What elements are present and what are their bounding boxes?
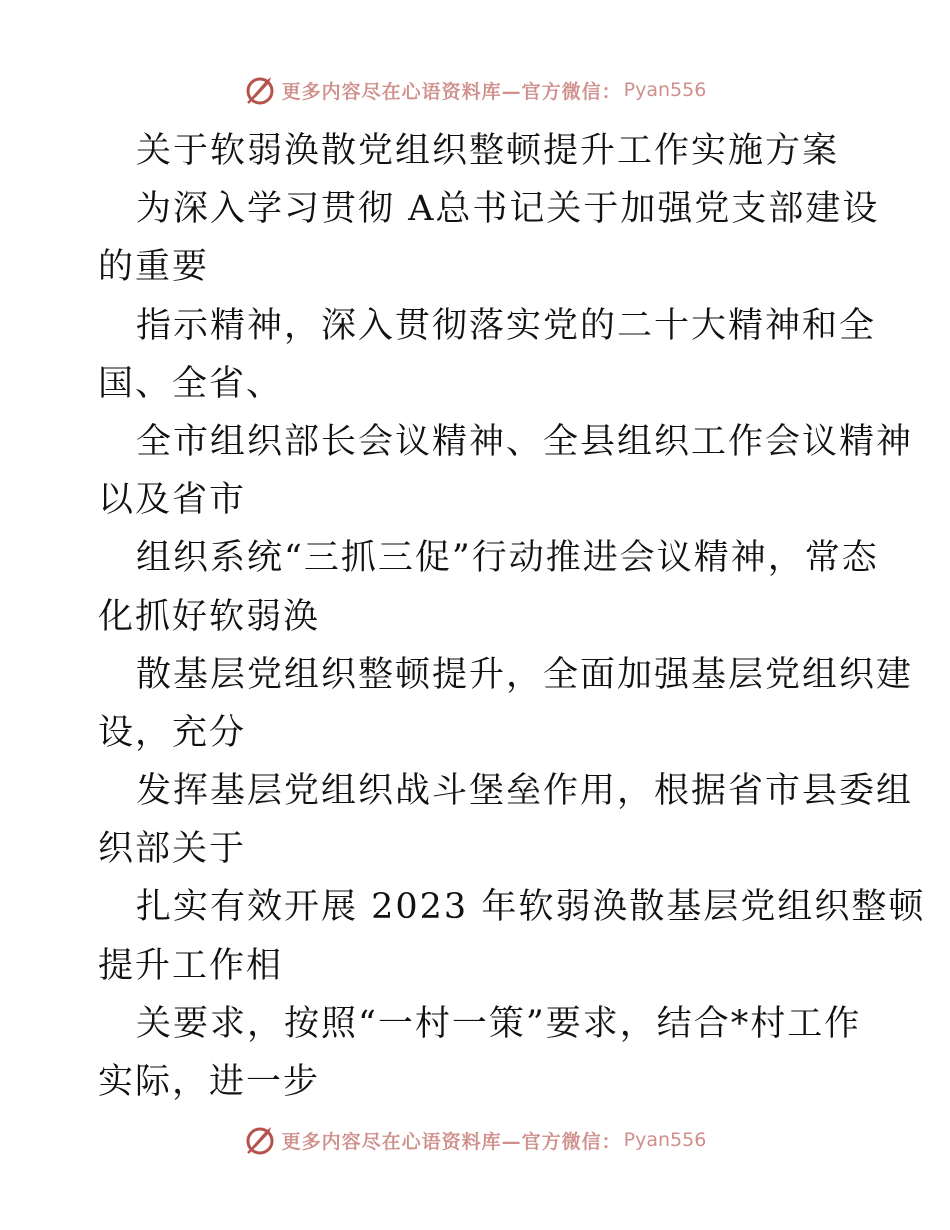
text-line: 化抓好软弱涣 xyxy=(98,596,321,637)
watermark-text: 更多内容尽在心语资料库—官方微信： xyxy=(281,1130,622,1153)
quill-logo-icon xyxy=(244,73,278,107)
text-line: 全市组织部长会议精神、全县组织工作会议精神 xyxy=(136,421,914,462)
text-line: 织部关于 xyxy=(98,829,247,870)
text-line: 设，充分 xyxy=(98,712,247,753)
text-line: 组织系统“三抓三促”行动推进会议精神，常态 xyxy=(136,538,879,579)
text-line: 关要求，按照“一村一策”要求，结合*村工作 xyxy=(136,1003,862,1044)
text-line: 的重要 xyxy=(98,247,210,288)
text-line: 指示精神，深入贯彻落实党的二十大精神和全 xyxy=(136,305,877,346)
document-title: 关于软弱涣散党组织整顿提升工作实施方案 xyxy=(136,131,840,171)
watermark-wechat-id: Pyan556 xyxy=(623,1129,707,1151)
header-watermark-banner xyxy=(0,70,950,110)
quill-logo-icon xyxy=(244,1123,278,1157)
text-line: 提升工作相 xyxy=(98,945,284,986)
text-line: 为深入学习贯彻 A总书记关于加强党支部建设 xyxy=(136,189,880,230)
text-line: 以及省市 xyxy=(98,480,247,521)
watermark-text: 更多内容尽在心语资料库—官方微信： xyxy=(281,80,622,103)
text-line: 国、全省、 xyxy=(98,363,284,404)
text-line: 散基层党组织整顿提升，全面加强基层党组织建 xyxy=(136,654,914,695)
text-line: 实际，进一步 xyxy=(98,1062,321,1102)
text-line: 扎实有效开展 2023 年软弱涣散基层党组织整顿 xyxy=(136,887,926,928)
text-line: 发挥基层党组织战斗堡垒作用，根据省市县委组 xyxy=(136,771,914,812)
footer-watermark-banner xyxy=(0,1120,950,1160)
watermark-wechat-id: Pyan556 xyxy=(623,79,707,101)
document-body xyxy=(98,122,926,1111)
